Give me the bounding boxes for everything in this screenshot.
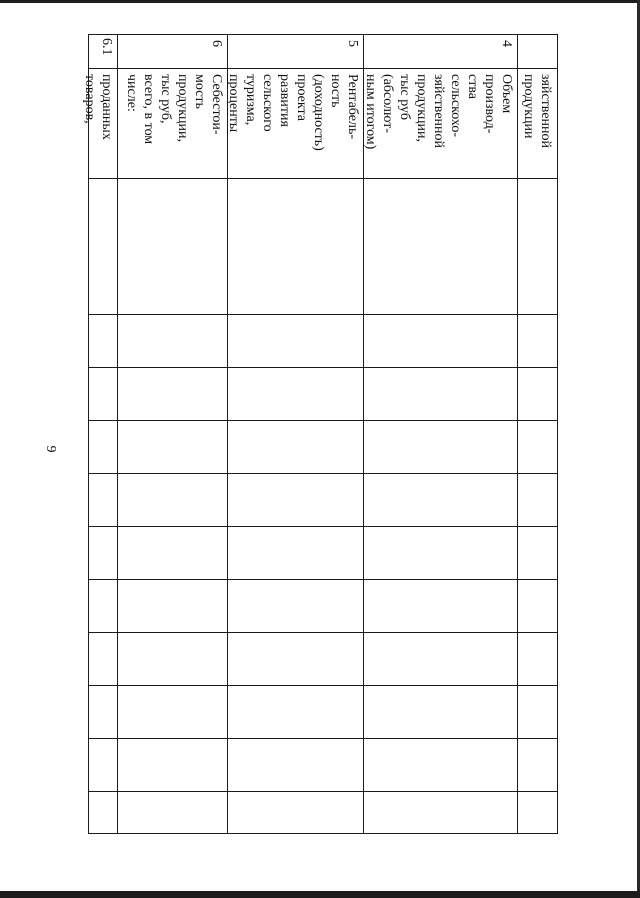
row-label-cell: Рентабель- ность (доходность) проекта развития сельского туризма, проценты bbox=[226, 74, 360, 151]
table-rule bbox=[88, 314, 558, 315]
row-label-cell: Себестои- мость продукции, тыс руб, всего, в том числе: bbox=[124, 74, 224, 145]
table-rule bbox=[557, 34, 558, 834]
table-rule bbox=[88, 738, 558, 739]
table-rule bbox=[88, 68, 558, 69]
row-label-cell: проданных товаров, bbox=[82, 74, 114, 140]
data-table bbox=[82, 34, 558, 834]
row-label-cell: Объем производ- ства сельскохо- зяйственной продукции, тыс руб (абсолют- ным итогом) bbox=[363, 74, 514, 150]
row-number-cell: 6.1 bbox=[99, 38, 114, 56]
table-rule bbox=[88, 579, 558, 580]
table-rule bbox=[88, 685, 558, 686]
row-number-cell: 4 bbox=[499, 40, 514, 47]
row-number-cell: 5 bbox=[345, 40, 360, 47]
table-rule bbox=[88, 34, 558, 35]
table-rule bbox=[88, 632, 558, 633]
row-number-cell: 6 bbox=[209, 40, 224, 47]
table-rule bbox=[88, 367, 558, 368]
scan-bottom-edge bbox=[0, 891, 640, 898]
table-rule bbox=[88, 420, 558, 421]
table-rule bbox=[88, 791, 558, 792]
page-number: 9 bbox=[43, 445, 58, 453]
table-rule bbox=[88, 178, 558, 179]
row-label-cell: зяйственной продукции bbox=[521, 74, 553, 149]
table-rule bbox=[88, 833, 558, 834]
table-rule bbox=[117, 34, 118, 834]
table-rule bbox=[88, 526, 558, 527]
scan-top-edge bbox=[0, 0, 640, 3]
table-rule bbox=[517, 34, 518, 834]
table-rule bbox=[88, 473, 558, 474]
